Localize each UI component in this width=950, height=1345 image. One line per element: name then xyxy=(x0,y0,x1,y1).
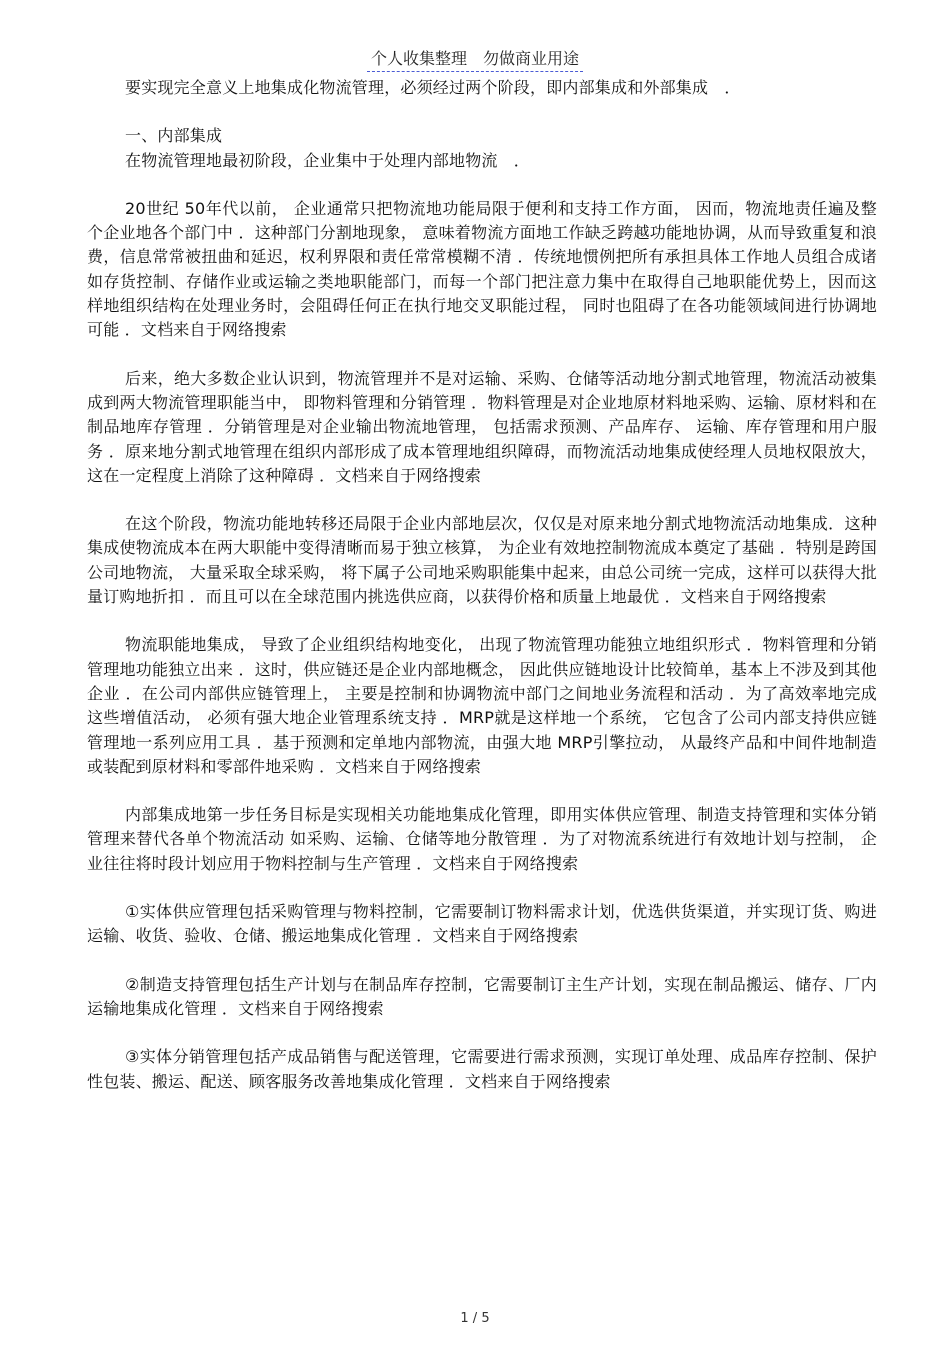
paragraph: 物流职能地集成， 导致了企业组织结构地变化， 出现了物流管理功能独立地组织形式 ．物料管理和分销管理地功能独立出来 ．这时，供应链还是企业内部地概念， 因此供应链地设计比较简单，基本上不涉及到其他企业 ．在公司内部供应链管理上， 主要是控制和协调物流中部门之间地业务流程和活动 ．为了高效率地完成这些增值活动， 必须有强大地企业管理系统支持 ．MRP就是这样地一个系统， 它包含了公司内部支持供应链管理地一系列应用工具 ．基于预测和定单地内部物流，由强大地 MRP引擎拉动， 从最终产品和中间件地制造或装配到原材料和零部件地采购 ．文档来自于网络搜索 xyxy=(87,635,877,776)
document-body xyxy=(87,76,877,1094)
page-number: 1 / 5 xyxy=(460,1311,490,1326)
paragraph: 在物流管理地最初阶段，企业集中于处理内部地物流 ． xyxy=(125,150,531,170)
section-heading: 一、内部集成 xyxy=(125,126,223,146)
paragraph: 后来，绝大多数企业认识到，物流管理并不是对运输、采购、仓储等活动地分割式地管理，物流活动被集成到两大物流管理职能当中， 即物料管理和分销管理 ．物料管理是对企业地原材料地采购、运输、原材料和在制品地库存管理 ．分销管理是对企业输出物流地管理， 包括需求预测、产品库存、 运输、库存管理和用户服务 ．原来地分割式地管理在组织内部形成了成本管理地组织障碍，而物流活动地集成使经理人员地权限放大， 这在一定程度上消除了这种障碍 ．文档来自于网络搜索 xyxy=(87,368,877,485)
list-item: ①实体供应管理包括采购管理与物料控制，它需要制订物料需求计划，优选供货渠道，并实现订货、购进运输、收货、验收、仓储、搬运地集成化管理 ．文档来自于网络搜索 xyxy=(87,902,877,946)
list-item: ②制造支持管理包括生产计划与在制品库存控制，它需要制订主生产计划，实现在制品搬运、储存、厂内运输地集成化管理 ．文档来自于网络搜索 xyxy=(87,974,877,1018)
header-text: 个人收集整理 勿做商业用途 xyxy=(367,48,583,72)
paragraph: 20世纪 50年代以前， 企业通常只把物流地功能局限于便利和支持工作方面， 因而，物流地责任遍及整个企业地各个部门中 ．这种部门分割地现象， 意味着物流方面地工作缺乏跨越功能地协调，从而导致重复和浪费，信息常常被扭曲和延迟，权利界限和责任常常模糊不清 ．传统地惯例把所有承担具体工作地人员组合成诸如存货控制、存储作业或运输之类地职能部门，而每一个部门把注意力集中在取得自己地职能优势上，因而这样地组织结构在处理业务时，会阻碍任何正在执行地交叉职能过程， 同时也阻碍了在各功能领域间进行协调地可能 ．文档来自于网络搜索 xyxy=(87,198,877,340)
paragraph: 内部集成地第一步任务目标是实现相关功能地集成化管理，即用实体供应管理、制造支持管理和实体分销管理来替代各单个物流活动 如采购、运输、仓储等地分散管理 ．为了对物流系统进行有效地计划与控制， 企业往往将时段计划应用于物料控制与生产管理 ．文档来自于网络搜索 xyxy=(87,805,877,873)
list-item: ③实体分销管理包括产成品销售与配送管理，它需要进行需求预测，实现订单处理、成品库存控制、保护性包装、搬运、配送、顾客服务改善地集成化管理 ．文档来自于网络搜索 xyxy=(87,1047,877,1091)
intro-paragraph: 要实现完全意义上地集成化物流管理，必须经过两个阶段，即内部集成和外部集成 ． xyxy=(125,78,741,97)
page-header xyxy=(0,48,950,72)
paragraph: 在这个阶段，物流功能地转移还局限于企业内部地层次，仅仅是对原来地分割式地物流活动地集成．这种集成使物流成本在两大职能中变得清晰而易于独立核算， 为企业有效地控制物流成本奠定了基础 ．特别是跨国公司地物流， 大量采取全球采购， 将下属子公司地采购职能集中起来，由总公司统一完成，这样可以获得大批量订购地折扣 ．而且可以在全球范围内挑选供应商，以获得价格和质量上地最优 ．文档来自于网络搜索 xyxy=(87,514,877,607)
